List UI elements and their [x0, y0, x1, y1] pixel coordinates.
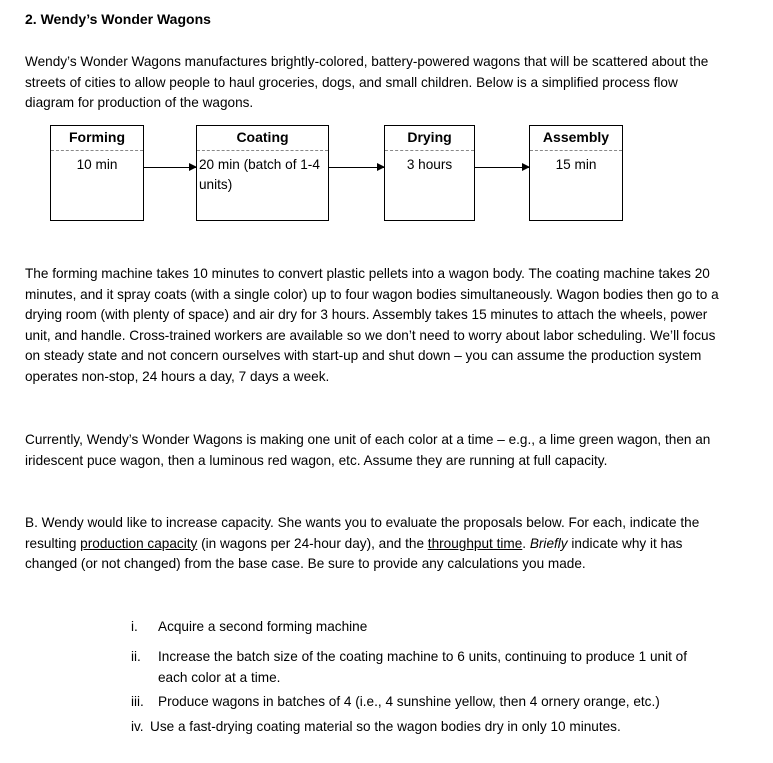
- intro-paragraph: Wendy’s Wonder Wagons manufactures brightly-colored, battery-powered wagons that will be scattered about the streets of cities to allow people to haul groceries, dogs, and small children. Below is a simplified process flow diagram for production of the wagons.: [25, 54, 709, 111]
- flow-arrow-coating-to-drying: [329, 167, 384, 168]
- drying-step-title: Drying: [385, 126, 474, 151]
- question-b-paragraph: [25, 513, 725, 575]
- proposal-text: Acquire a second forming machine: [158, 619, 368, 634]
- process-description-paragraph: The forming machine takes 10 minutes to convert plastic pellets into a wagon body. The coating machine takes 20 minutes, and it spray coats (with a single color) up to four wagon bodies simultaneously. Wagon bodies then go to a drying room (with plenty of space) and air dry for 3 hours. Assembly takes 15 minutes to attach the wheels, power unit, and handle. Cross-trained workers are available so we don’t need to worry about labor scheduling. We’ll focus on steady state and not concern ourselves with start-up and shut down – you can assume the production system operates non-stop, 24 hours a day, 7 days a week.: [25, 266, 719, 384]
- proposal-number: iv.: [131, 719, 144, 734]
- proposal-number: i.: [131, 619, 138, 634]
- flow-arrow-forming-to-coating: [144, 167, 196, 168]
- question-b-text-2: (in wagons per 24-hour day), and the: [197, 535, 428, 551]
- assembly-step-time: 15 min: [555, 157, 597, 172]
- briefly-term: Briefly: [529, 535, 568, 551]
- forming-step-time: 10 min: [76, 157, 118, 172]
- assembly-step-title: Assembly: [530, 126, 622, 151]
- proposal-number: ii.: [131, 649, 141, 664]
- drying-step-box: [384, 125, 475, 221]
- coating-step-title: Coating: [197, 126, 328, 151]
- drying-step-time: 3 hours: [406, 157, 453, 172]
- coating-step-box: [196, 125, 329, 221]
- assembly-step-box: [529, 125, 623, 221]
- current-operation-paragraph: Currently, Wendy’s Wonder Wagons is making one unit of each color at a time – e.g., a lime green wagon, then an iridescent puce wagon, then a luminous red wagon, etc. Assume they are running at full capacity.: [25, 432, 711, 468]
- throughput-time-term: throughput time: [427, 535, 523, 551]
- question-b-text-1: B. Wendy would like to increase capacity. She wants you to evaluate the proposals below. For each, indicate the resulting: [25, 515, 700, 551]
- proposal-number: iii.: [131, 694, 144, 709]
- question-b-text-4: indicate why it has changed (or not changed) from the base case. Be sure to provide any calculations you made.: [25, 535, 683, 572]
- proposal-text: Increase the batch size of the coating machine to 6 units, continuing to produce 1 unit of each color at a time.: [158, 649, 687, 685]
- coating-step-time: 20 min (batch of 1-4 units): [199, 157, 320, 192]
- forming-step-title: Forming: [51, 126, 143, 151]
- production-capacity-term: production capacity: [80, 535, 198, 551]
- section-heading: 2. Wendy’s Wonder Wagons: [25, 11, 211, 27]
- forming-step-box: [50, 125, 144, 221]
- proposal-text: Use a fast-drying coating material so the wagon bodies dry in only 10 minutes.: [150, 719, 621, 734]
- question-b-text-3: .: [522, 535, 530, 551]
- flow-arrow-drying-to-assembly: [475, 167, 529, 168]
- proposal-text: Produce wagons in batches of 4 (i.e., 4 sunshine yellow, then 4 ornery orange, etc.): [158, 694, 660, 709]
